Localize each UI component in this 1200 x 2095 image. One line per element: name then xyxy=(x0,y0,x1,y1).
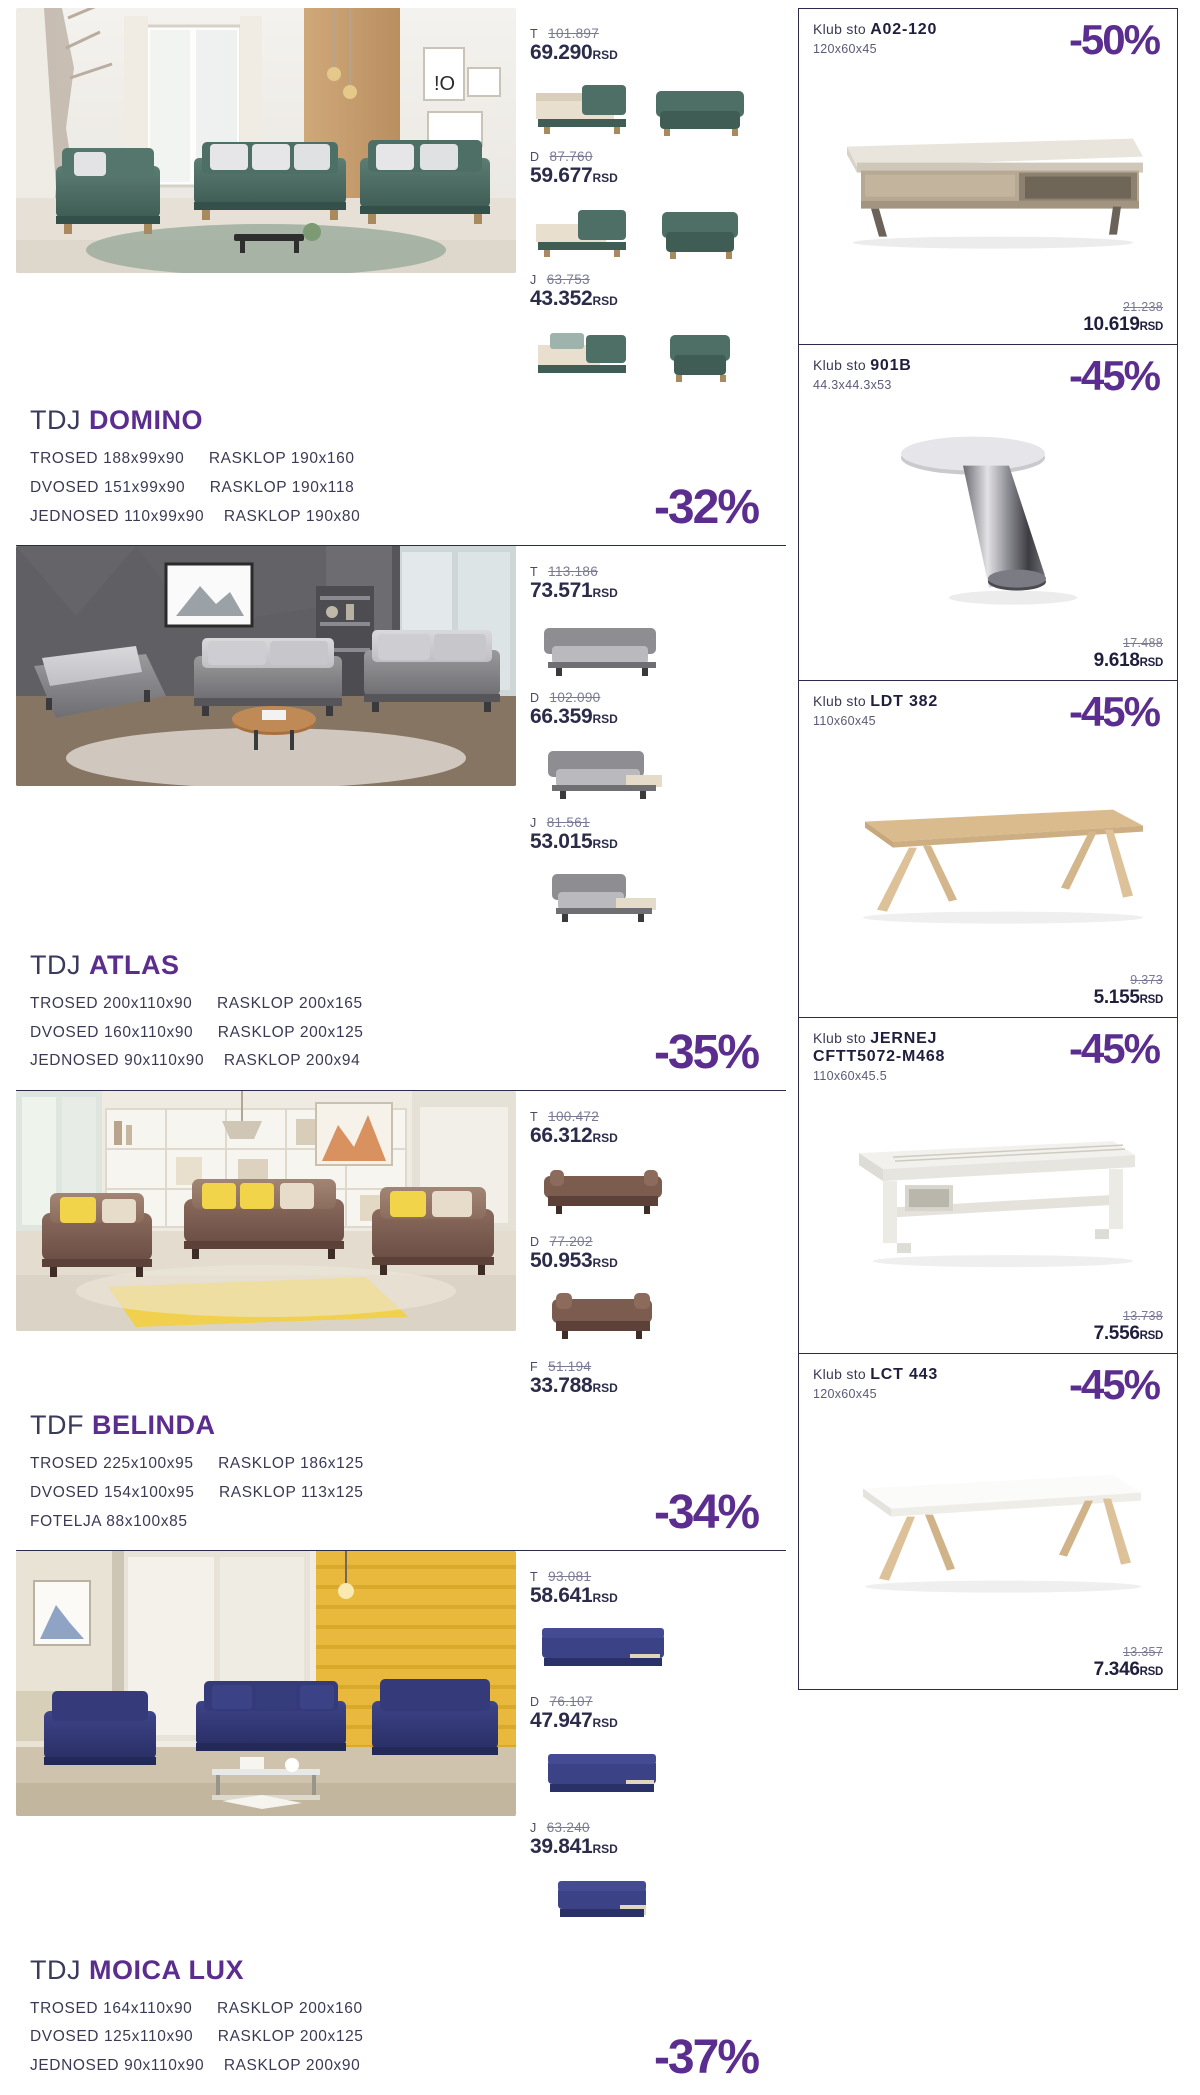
price-old: 113.186 xyxy=(548,564,599,580)
table-label: Klub sto xyxy=(813,693,866,710)
table-block-jernej[interactable] xyxy=(799,1018,1177,1354)
price-old: 9.373 xyxy=(1130,972,1163,987)
discount-badge: -35% xyxy=(653,1025,758,1079)
product-title-moica xyxy=(30,1955,786,1986)
product-block-belinda[interactable] xyxy=(16,1091,786,1551)
sofa-thumb-open xyxy=(530,194,638,266)
table-block-a02-120[interactable] xyxy=(799,9,1177,345)
price-new: 58.641RSD xyxy=(530,1584,618,1608)
price-old: 63.753 xyxy=(546,272,590,288)
table-label: Klub sto xyxy=(813,1365,866,1382)
price-old: 13.738 xyxy=(1122,1308,1163,1323)
price-code: J xyxy=(530,1820,537,1835)
price-code: D xyxy=(530,150,540,165)
sofa-thumb-closed xyxy=(646,71,754,143)
table-label: Klub sto xyxy=(813,1029,866,1046)
table-name: LCT 443 xyxy=(870,1365,939,1383)
table-image-jernej xyxy=(813,1083,1163,1309)
price-row xyxy=(530,26,771,65)
price-new: 7.346RSD xyxy=(1093,1659,1163,1681)
table-title xyxy=(813,693,938,711)
thumbnail-row xyxy=(530,194,771,266)
price-new: 50.953RSD xyxy=(530,1249,618,1273)
table-image-a02-120 xyxy=(813,61,1163,300)
discount-badge: -34% xyxy=(653,1486,758,1540)
price-new: 47.947RSD xyxy=(530,1709,618,1733)
price-row xyxy=(530,272,771,311)
table-title xyxy=(813,357,912,375)
price-old: 76.107 xyxy=(549,1694,593,1710)
table-name-secondary: CFTT5072-M468 xyxy=(813,1047,946,1065)
dimension-line: JEDNOSED 110x99x90 RASKLOP 190x80 xyxy=(30,507,361,525)
table-block-901b[interactable] xyxy=(799,345,1177,681)
table-price xyxy=(813,636,1163,672)
sofa-thumb-closed xyxy=(646,194,754,266)
room-photo-atlas xyxy=(16,546,516,786)
table-title xyxy=(813,1366,938,1384)
coffee-table-column xyxy=(798,8,1178,1690)
dimension-line: DVOSED 151x99x90 RASKLOP 190x118 xyxy=(30,479,355,497)
price-row xyxy=(530,1109,771,1148)
thumbnail-row xyxy=(530,1279,771,1353)
price-old: 63.240 xyxy=(546,1819,590,1835)
dimension-line: DVOSED 125x110x90 RASKLOP 200x125 xyxy=(30,2028,364,2046)
discount-badge: -37% xyxy=(653,2030,758,2084)
discount-badge: -45% xyxy=(1068,688,1159,736)
product-block-moica-lux[interactable] xyxy=(16,1551,786,2094)
sofa-thumb-open xyxy=(530,71,638,143)
brand-name: ATLAS xyxy=(89,949,180,980)
discount-badge: -45% xyxy=(1068,1360,1159,1408)
table-dims: 110x60x45 xyxy=(813,714,876,729)
price-row xyxy=(530,690,771,729)
brand-prefix: TDJ xyxy=(30,1954,81,1985)
table-label: Klub sto xyxy=(813,21,866,37)
price-old: 100.472 xyxy=(548,1108,600,1124)
brand-prefix: TDJ xyxy=(30,405,81,436)
thumbnail-row xyxy=(530,860,771,934)
table-name: JERNEJ xyxy=(870,1029,938,1047)
svg-text:!O: !O xyxy=(434,73,456,95)
price-column-belinda xyxy=(516,1091,771,1400)
dimension-line: TROSED 188x99x90 RASKLOP 190x160 xyxy=(30,450,355,468)
thumbnail-row xyxy=(530,735,771,809)
product-title-domino xyxy=(30,405,786,436)
room-photo-belinda xyxy=(16,1091,516,1331)
thumbnail-row xyxy=(530,1740,771,1814)
price-column-domino xyxy=(516,8,771,395)
thumbnail-row xyxy=(530,317,771,389)
price-new: 73.571RSD xyxy=(530,579,618,603)
table-dims: 120x60x45 xyxy=(813,1386,877,1401)
price-new: 43.352RSD xyxy=(530,287,618,311)
thumbnail-row xyxy=(530,1614,771,1688)
brand-name: DOMINO xyxy=(89,405,204,436)
price-code: J xyxy=(530,273,537,288)
brand-name: BELINDA xyxy=(92,1410,216,1441)
table-image-901b xyxy=(813,397,1163,636)
price-column-atlas xyxy=(516,546,771,939)
price-row xyxy=(530,1569,771,1608)
price-column-moica xyxy=(516,1551,771,1944)
price-new: 33.788RSD xyxy=(530,1374,618,1398)
price-row xyxy=(530,815,771,854)
price-old: 101.897 xyxy=(548,26,600,41)
price-old: 77.202 xyxy=(549,1234,593,1250)
sofa-thumb-open xyxy=(530,1279,680,1353)
thumbnail-row xyxy=(530,71,771,143)
price-new: 53.015RSD xyxy=(530,829,618,853)
price-old: 102.090 xyxy=(549,689,601,705)
table-name: LDT 382 xyxy=(870,693,939,711)
discount-badge: -45% xyxy=(1068,1024,1159,1072)
price-code: D xyxy=(530,690,540,705)
table-block-lct-443[interactable] xyxy=(799,1354,1177,1689)
price-code: D xyxy=(530,1235,540,1250)
price-code: T xyxy=(530,1570,539,1585)
price-new: 10.619RSD xyxy=(1083,314,1163,336)
sofa-thumb-open xyxy=(530,1865,680,1939)
price-old: 51.194 xyxy=(548,1359,592,1375)
sofa-thumb-open xyxy=(530,317,638,389)
price-old: 17.488 xyxy=(1122,636,1163,651)
dimension-line: TROSED 164x110x90 RASKLOP 200x160 xyxy=(30,1999,363,2017)
sofa-column xyxy=(16,8,786,2084)
table-name: 901B xyxy=(870,357,912,375)
price-row xyxy=(530,564,771,603)
table-image-lct-443 xyxy=(813,1406,1163,1645)
table-dims: 44.3x44.3x53 xyxy=(813,378,892,393)
thumbnail-row xyxy=(530,610,771,684)
room-photo-domino xyxy=(16,8,516,273)
price-new: 7.556RSD xyxy=(1093,1322,1163,1344)
product-block-atlas[interactable] xyxy=(16,546,786,1090)
price-row xyxy=(530,149,771,188)
room-photo-moica xyxy=(16,1551,516,1816)
thumbnail-row xyxy=(530,1865,771,1939)
product-title-atlas xyxy=(30,950,786,981)
price-row xyxy=(530,1694,771,1733)
price-old: 81.561 xyxy=(546,814,590,830)
price-new: 69.290RSD xyxy=(530,41,618,64)
table-title xyxy=(813,1030,945,1066)
discount-badge: -50% xyxy=(1068,16,1159,63)
sofa-thumb-open xyxy=(530,735,680,809)
table-label: Klub sto xyxy=(813,357,866,374)
price-code: J xyxy=(530,815,537,830)
price-old: 13.357 xyxy=(1122,1645,1163,1660)
dimension-line: TROSED 200x110x90 RASKLOP 200x165 xyxy=(30,994,363,1012)
price-new: 59.677RSD xyxy=(530,164,618,188)
price-code: F xyxy=(530,1360,539,1375)
price-new: 66.359RSD xyxy=(530,704,618,728)
sofa-thumb-open xyxy=(530,860,680,934)
price-code: D xyxy=(530,1695,540,1710)
price-code: T xyxy=(530,1109,539,1124)
dimension-line: DVOSED 154x100x95 RASKLOP 113x125 xyxy=(30,1483,364,1501)
product-title-belinda xyxy=(30,1410,786,1441)
product-block-domino[interactable] xyxy=(16,8,786,546)
dimension-line: DVOSED 160x110x90 RASKLOP 200x125 xyxy=(30,1023,364,1041)
dimension-line: TROSED 225x100x95 RASKLOP 186x125 xyxy=(30,1455,364,1473)
discount-badge: -45% xyxy=(1068,352,1159,400)
table-dims: 120x60x45 xyxy=(813,42,877,56)
price-new: 9.618RSD xyxy=(1093,650,1163,672)
table-image-ldt-382 xyxy=(813,733,1163,972)
sofa-thumb-open xyxy=(530,610,680,684)
table-price xyxy=(813,973,1163,1009)
table-name: A02-120 xyxy=(870,21,938,38)
dimension-line: FOTELJA 88x100x85 xyxy=(30,1512,188,1530)
table-block-ldt-382[interactable] xyxy=(799,681,1177,1017)
price-new: 66.312RSD xyxy=(530,1123,618,1147)
price-row xyxy=(530,1234,771,1273)
brand-prefix: TDF xyxy=(30,1410,84,1441)
price-row xyxy=(530,1820,771,1859)
table-price xyxy=(813,300,1163,336)
sofa-thumb-closed xyxy=(646,317,754,389)
price-code: T xyxy=(530,565,539,580)
price-new: 39.841RSD xyxy=(530,1834,618,1858)
table-title xyxy=(813,21,937,39)
sofa-thumb-open xyxy=(530,1614,680,1688)
brand-name: MOICA LUX xyxy=(89,1954,245,1985)
discount-badge: -32% xyxy=(653,481,758,535)
price-old: 93.081 xyxy=(548,1569,592,1585)
price-old: 21.238 xyxy=(1122,300,1163,315)
thumbnail-row xyxy=(530,1154,771,1228)
sofa-thumb-open xyxy=(530,1154,680,1228)
table-price xyxy=(813,1645,1163,1681)
table-dims: 110x60x45.5 xyxy=(813,1068,887,1083)
price-row xyxy=(530,1359,771,1398)
price-new: 5.155RSD xyxy=(1093,986,1163,1008)
table-price xyxy=(813,1309,1163,1345)
dimension-line: JEDNOSED 90x110x90 RASKLOP 200x94 xyxy=(30,1052,361,1070)
brand-prefix: TDJ xyxy=(30,949,81,980)
price-old: 87.760 xyxy=(549,149,593,165)
sofa-thumb-open xyxy=(530,1740,680,1814)
dimension-line: JEDNOSED 90x110x90 RASKLOP 200x90 xyxy=(30,2057,361,2075)
price-code: T xyxy=(530,27,539,41)
